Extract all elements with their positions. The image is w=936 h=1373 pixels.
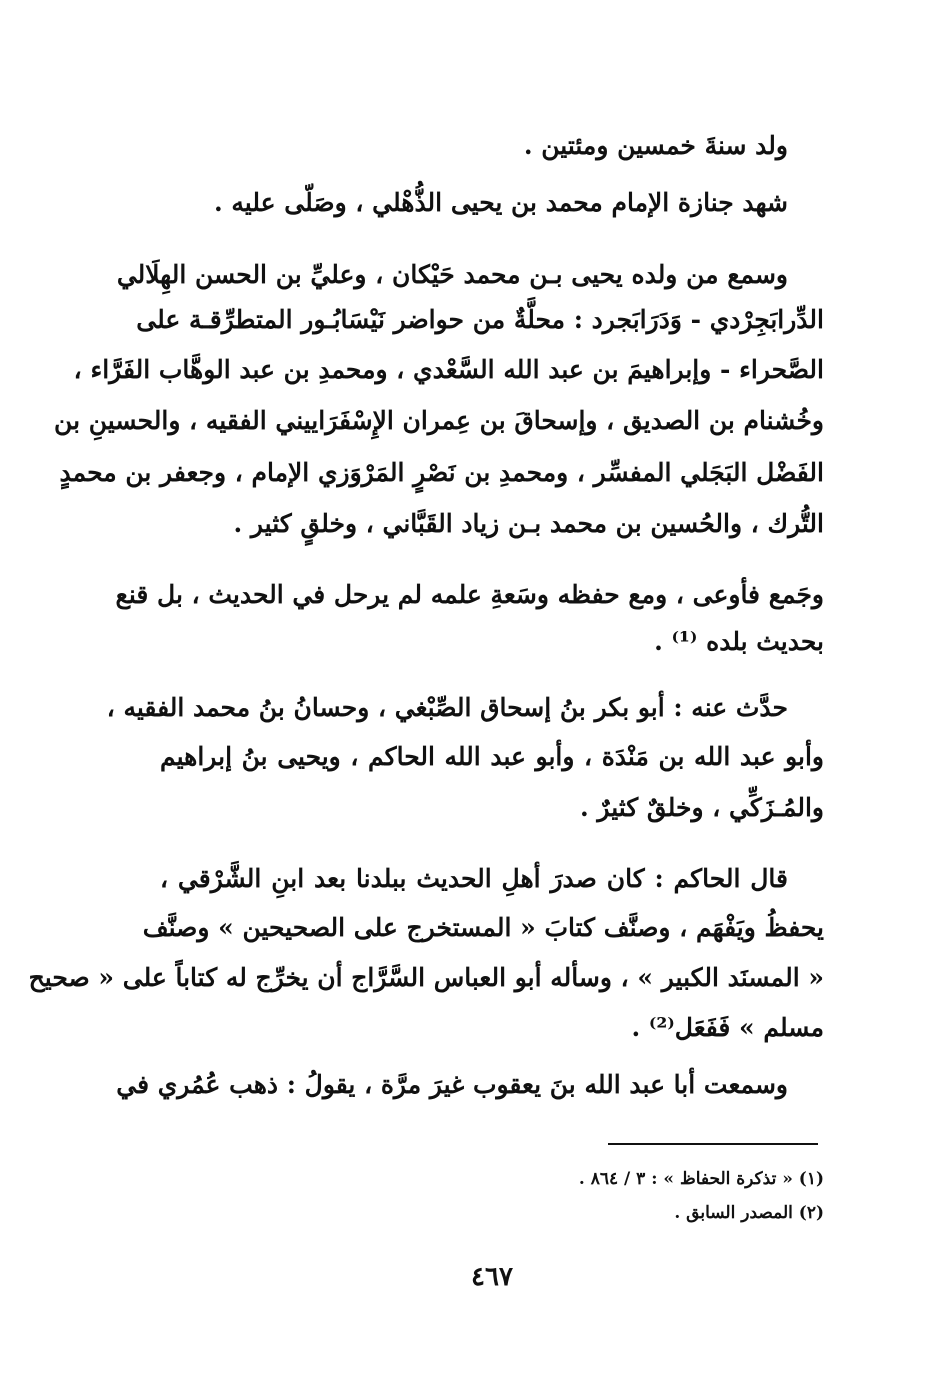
text-line-2: شهد جنازة الإمام محمد بن يحيى الذُّهْلي ، وصَلّى عليه .	[214, 188, 788, 217]
text-line-12: وأبو عبد الله بن مَنْدَة ، وأبو عبد الله الحاكم ، ويحيى بنُ إبراهيم	[160, 742, 824, 771]
text-line-6: وخُشنام بن الصديق ، وإسحاقَ بن عِمران الإِسْفَرَاييني الفقيه ، والحسينِ بن	[54, 406, 824, 435]
text-line-7: الفَضْل البَجَلي المفسِّر ، ومحمدِ بن نَصْرٍ المَرْوَزي الإمام ، وجعفر بن محمدٍ	[59, 458, 824, 487]
text-line-15: يحفظُ ويَفْهَم ، وصنَّف كتابَ « المستخرج على الصحيحين » وصنَّف	[142, 913, 824, 942]
text-line-13: والمُـزَكِّي ، وخلقٌ كثيرٌ .	[580, 793, 824, 822]
text-line-1: ولد سنةَ خمسين ومئتين .	[523, 131, 788, 160]
text-line-18: وسمعت أبا عبد الله بنَ يعقوب غيرَ مرَّة ، يقولُ : ذهب عُمُري في	[116, 1070, 788, 1099]
text-line-9: وجَمع فأوعى ، ومع حفظه وسَعةِ علمه لم يرحل في الحديث ، بل قنع	[115, 580, 824, 609]
page	[28, 0, 824, 1373]
text-line-16: « المسنَد الكبير » ، وسأله أبو العباس السَّرَّاج أن يخرِّج له كتاباً على « صحيح	[28, 963, 824, 992]
text-line-11: حدَّث عنه : أبو بكر بنُ إسحاق الصِّبْغي ، وحسانُ بنُ محمد الفقيه ،	[106, 693, 788, 722]
text-line-14: قال الحاكم : كان صدرَ أهلِ الحديث ببلدنا بعد ابنِ الشَّرْقي ،	[160, 864, 788, 893]
text-line-3: وسمع من ولده يحيى بـن محمد حَيْكان ، وعليِّ بن الحسن الهِلَالي	[116, 260, 788, 289]
text-line-5: الصَّحراء - وإبراهيمَ بن عبد الله السَّعْدي ، ومحمدِ بن عبد الوهَّاب الفَرَّاء ،	[73, 355, 824, 384]
text-line-10: بحديث بلده ⁽¹⁾ .	[654, 627, 824, 656]
footnote-divider	[608, 1143, 818, 1145]
footnote-1: (١) « تذكرة الحفاظ » : ٣ / ٨٦٤ .	[578, 1169, 824, 1189]
text-line-8: التُّرك ، والحُسين بن محمد بـن زياد القَبَّاني ، وخلقٍ كثير .	[233, 509, 824, 538]
text-line-17: مسلم » فَفَعَل⁽²⁾ .	[631, 1013, 824, 1042]
footnote-2: (٢) المصدر السابق .	[674, 1203, 824, 1223]
page-number: ٤٦٧	[471, 1262, 513, 1292]
text-line-4: الدِّرابَجِرْدي - وَدَرَابَجرد : محلَّةٌ من حواضر نَيْسَابُـور المتطرِّقـة على	[136, 305, 824, 334]
